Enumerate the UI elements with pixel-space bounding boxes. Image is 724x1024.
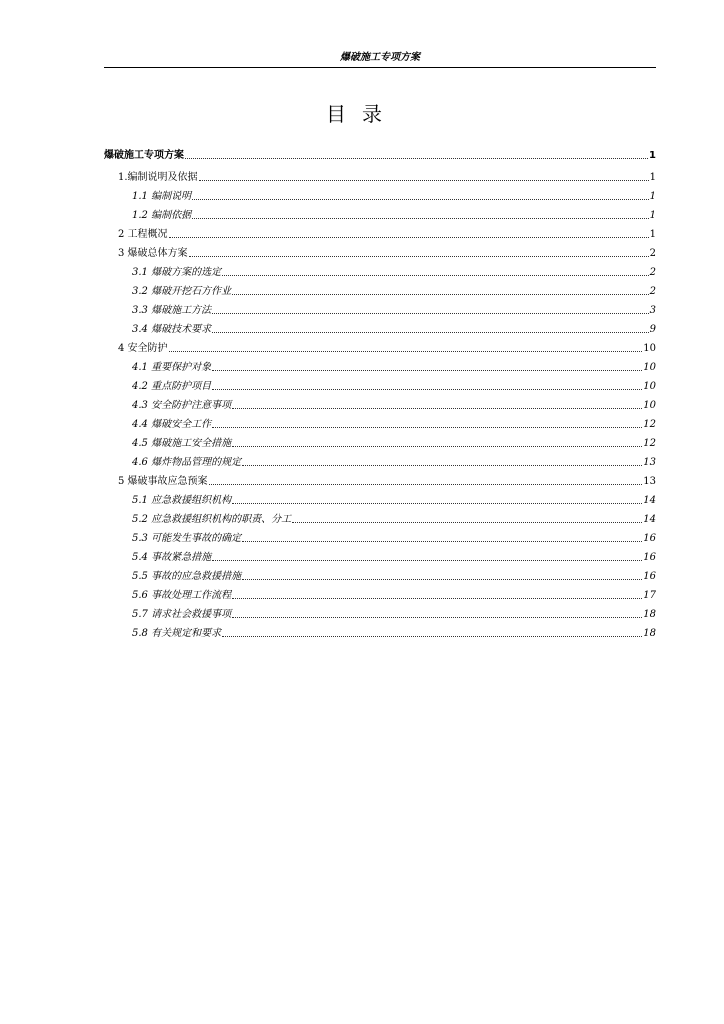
- toc-entry-label: 4.4 爆破安全工作: [132, 419, 212, 430]
- toc-entry-page: 2: [649, 248, 656, 259]
- toc-entry[interactable]: [104, 603, 656, 621]
- toc-entry[interactable]: [104, 299, 656, 317]
- toc-entry[interactable]: [104, 413, 656, 431]
- toc-entry-page: 10: [643, 362, 656, 373]
- toc-entry-page: 1: [649, 172, 656, 183]
- toc-leader-dots: [232, 294, 649, 295]
- toc-entry-label: 5.2 应急救援组织机构的职责、分工: [132, 514, 292, 525]
- toc-leader-dots: [212, 370, 642, 371]
- toc-entry-page: 10: [643, 400, 656, 411]
- toc-entry-label: 5.1 应急救援组织机构: [132, 495, 232, 506]
- toc-entry[interactable]: [104, 527, 656, 545]
- toc-leader-dots: [169, 351, 643, 352]
- toc-entry-label: 1.编制说明及依据: [118, 172, 198, 183]
- toc-entry[interactable]: [104, 318, 656, 336]
- toc-leader-dots: [232, 617, 642, 618]
- toc-entry-label: 爆破施工专项方案: [104, 150, 184, 161]
- toc-leader-dots: [192, 218, 649, 219]
- toc-entry-label: 5.4 事故紧急措施: [132, 552, 212, 563]
- toc-leader-dots: [185, 158, 648, 159]
- toc-entry-page: 3: [649, 305, 656, 316]
- toc-entry-label: 3.3 爆破施工方法: [132, 305, 212, 316]
- toc-entry-page: 13: [643, 457, 656, 468]
- toc-entry[interactable]: [104, 144, 656, 162]
- toc-entry[interactable]: [104, 394, 656, 412]
- toc-entry[interactable]: [104, 375, 656, 393]
- toc-entry-page: 16: [643, 552, 656, 563]
- toc-entry[interactable]: [104, 261, 656, 279]
- toc-leader-dots: [189, 256, 649, 257]
- toc-entry[interactable]: [104, 565, 656, 583]
- toc-entry-label: 5.7 请求社会救援事项: [132, 609, 232, 620]
- toc-title: 目录: [326, 102, 398, 126]
- toc-entry[interactable]: [104, 185, 656, 203]
- toc-entry-label: 3.1 爆破方案的选定: [132, 267, 222, 278]
- toc-entry[interactable]: [104, 584, 656, 602]
- toc-entry-page: 14: [643, 514, 656, 525]
- toc-entry-page: 9: [649, 324, 656, 335]
- toc-entry-label: 5.6 事故处理工作流程: [132, 590, 232, 601]
- toc-leader-dots: [292, 522, 642, 523]
- toc-entry-label: 4.6 爆炸物品管理的规定: [132, 457, 242, 468]
- toc-entry-page: 17: [643, 590, 656, 601]
- toc-entry[interactable]: [104, 356, 656, 374]
- toc-entry[interactable]: [104, 204, 656, 222]
- toc-leader-dots: [232, 598, 642, 599]
- toc-entry-label: 3 爆破总体方案: [118, 248, 188, 259]
- toc-entry-page: 16: [643, 533, 656, 544]
- toc-entry[interactable]: [104, 508, 656, 526]
- toc-entry-page: 1: [649, 229, 656, 240]
- toc-entry[interactable]: [104, 546, 656, 564]
- toc-entry[interactable]: [104, 432, 656, 450]
- toc-entry-page: 14: [643, 495, 656, 506]
- toc-entry-page: 16: [643, 571, 656, 582]
- toc-entry[interactable]: [104, 166, 656, 184]
- toc-leader-dots: [192, 199, 649, 200]
- toc-leader-dots: [212, 427, 642, 428]
- toc-entry-page: 18: [643, 628, 656, 639]
- toc-entry-page: 10: [643, 381, 656, 392]
- toc-entry[interactable]: [104, 242, 656, 260]
- toc-entry[interactable]: [104, 223, 656, 241]
- toc-entry-label: 4.5 爆破施工安全措施: [132, 438, 232, 449]
- toc-entry-page: 12: [643, 419, 656, 430]
- toc-entry-label: 3.2 爆破开挖石方作业: [132, 286, 232, 297]
- toc-entry[interactable]: [104, 451, 656, 469]
- toc-entry-label: 5.5 事故的应急救援措施: [132, 571, 242, 582]
- toc-leader-dots: [169, 237, 649, 238]
- toc-entry-page: 18: [643, 609, 656, 620]
- toc-leader-dots: [242, 579, 642, 580]
- toc-entry-label: 1.2 编制依据: [132, 210, 192, 221]
- toc-leader-dots: [199, 180, 649, 181]
- toc-entry-label: 2 工程概况: [118, 229, 168, 240]
- toc-leader-dots: [222, 636, 642, 637]
- toc-leader-dots: [232, 408, 642, 409]
- toc-entry-page: 1: [649, 210, 656, 221]
- toc-leader-dots: [222, 275, 649, 276]
- toc-leader-dots: [209, 484, 643, 485]
- toc-leader-dots: [212, 560, 642, 561]
- toc-entry-label: 4.2 重点防护项目: [132, 381, 212, 392]
- toc-entry-label: 5 爆破事故应急预案: [118, 476, 208, 487]
- toc-entry-label: 5.3 可能发生事故的确定: [132, 533, 242, 544]
- toc-entry-page: 2: [649, 286, 656, 297]
- toc-leader-dots: [242, 541, 642, 542]
- toc-entry-label: 1.1 编制说明: [132, 191, 192, 202]
- toc-entry-page: 13: [643, 476, 656, 487]
- toc-entry-label: 4.3 安全防护注意事项: [132, 400, 232, 411]
- toc-entry-page: 12: [643, 438, 656, 449]
- toc-entry[interactable]: [104, 470, 656, 488]
- toc-entry-page: 2: [649, 267, 656, 278]
- toc-entry[interactable]: [104, 280, 656, 298]
- toc-leader-dots: [242, 465, 642, 466]
- toc-entry-page: 10: [643, 343, 656, 354]
- toc-leader-dots: [212, 313, 649, 314]
- toc-entry-page: 1: [649, 191, 656, 202]
- toc-entry-label: 3.4 爆破技术要求: [132, 324, 212, 335]
- toc-entry[interactable]: [104, 337, 656, 355]
- toc-entry-label: 4 安全防护: [118, 343, 168, 354]
- toc-leader-dots: [232, 503, 642, 504]
- toc-entry[interactable]: [104, 622, 656, 640]
- toc-entry-label: 5.8 有关规定和要求: [132, 628, 222, 639]
- page-header: [104, 51, 656, 68]
- toc-entry-label: 4.1 重要保护对象: [132, 362, 212, 373]
- header-title: 爆破施工专项方案: [340, 52, 420, 63]
- toc-leader-dots: [212, 389, 642, 390]
- toc-leader-dots: [212, 332, 649, 333]
- toc-leader-dots: [232, 446, 642, 447]
- toc-entry-page: 1: [649, 150, 656, 161]
- toc-entry[interactable]: [104, 489, 656, 507]
